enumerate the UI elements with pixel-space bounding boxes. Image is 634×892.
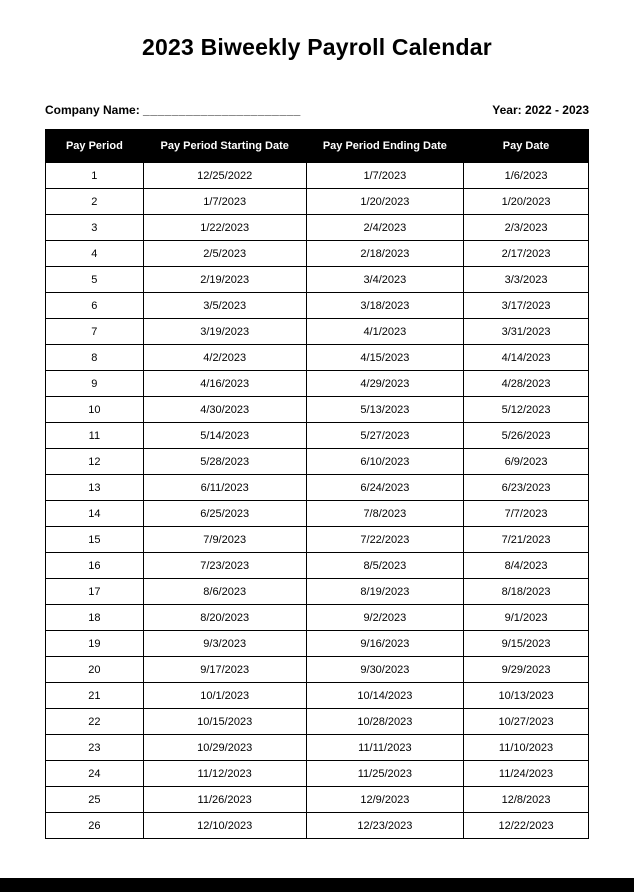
end-date-cell: 8/19/2023	[306, 579, 463, 605]
payroll-table-body	[46, 163, 589, 839]
table-row	[46, 163, 589, 189]
end-date-cell: 1/7/2023	[306, 163, 463, 189]
start-date-cell: 1/22/2023	[143, 215, 306, 241]
end-date-cell: 1/20/2023	[306, 189, 463, 215]
end-date-cell: 3/4/2023	[306, 267, 463, 293]
pay-date-cell: 11/24/2023	[464, 761, 589, 787]
start-date-cell: 8/20/2023	[143, 605, 306, 631]
start-date-cell: 4/16/2023	[143, 371, 306, 397]
pay-date-cell: 6/9/2023	[464, 449, 589, 475]
table-row	[46, 735, 589, 761]
meta-row	[45, 103, 589, 117]
table-row	[46, 293, 589, 319]
start-date-cell: 9/17/2023	[143, 657, 306, 683]
pay-date-cell: 2/17/2023	[464, 241, 589, 267]
header-start-date: Pay Period Starting Date	[143, 130, 306, 163]
pay-date-cell: 3/31/2023	[464, 319, 589, 345]
pay-period-cell: 18	[46, 605, 144, 631]
start-date-cell: 5/14/2023	[143, 423, 306, 449]
start-date-cell: 10/15/2023	[143, 709, 306, 735]
start-date-cell: 3/19/2023	[143, 319, 306, 345]
header-end-date: Pay Period Ending Date	[306, 130, 463, 163]
end-date-cell: 6/24/2023	[306, 475, 463, 501]
pay-period-cell: 2	[46, 189, 144, 215]
end-date-cell: 11/25/2023	[306, 761, 463, 787]
table-row	[46, 215, 589, 241]
end-date-cell: 2/4/2023	[306, 215, 463, 241]
pay-date-cell: 10/27/2023	[464, 709, 589, 735]
pay-date-cell: 7/21/2023	[464, 527, 589, 553]
end-date-cell: 7/22/2023	[306, 527, 463, 553]
company-name-line	[45, 103, 301, 117]
table-row	[46, 449, 589, 475]
table-row	[46, 605, 589, 631]
pay-date-cell: 1/6/2023	[464, 163, 589, 189]
end-date-cell: 10/14/2023	[306, 683, 463, 709]
table-row	[46, 241, 589, 267]
table-row	[46, 579, 589, 605]
table-row	[46, 319, 589, 345]
start-date-cell: 10/29/2023	[143, 735, 306, 761]
pay-date-cell: 9/29/2023	[464, 657, 589, 683]
start-date-cell: 1/7/2023	[143, 189, 306, 215]
start-date-cell: 7/9/2023	[143, 527, 306, 553]
pay-period-cell: 11	[46, 423, 144, 449]
header-pay-date: Pay Date	[464, 130, 589, 163]
pay-period-cell: 9	[46, 371, 144, 397]
pay-period-cell: 6	[46, 293, 144, 319]
pay-period-cell: 24	[46, 761, 144, 787]
pay-period-cell: 23	[46, 735, 144, 761]
year-label: Year: 2022 - 2023	[492, 103, 589, 117]
pay-date-cell: 9/15/2023	[464, 631, 589, 657]
pay-date-cell: 5/26/2023	[464, 423, 589, 449]
pay-date-cell: 8/18/2023	[464, 579, 589, 605]
end-date-cell: 3/18/2023	[306, 293, 463, 319]
company-name-label: Company Name:	[45, 103, 140, 117]
pay-period-cell: 7	[46, 319, 144, 345]
start-date-cell: 11/12/2023	[143, 761, 306, 787]
end-date-cell: 12/9/2023	[306, 787, 463, 813]
pay-period-cell: 19	[46, 631, 144, 657]
table-row	[46, 475, 589, 501]
pay-period-cell: 25	[46, 787, 144, 813]
table-row	[46, 813, 589, 839]
pay-date-cell: 5/12/2023	[464, 397, 589, 423]
pay-date-cell: 11/10/2023	[464, 735, 589, 761]
end-date-cell: 6/10/2023	[306, 449, 463, 475]
table-row	[46, 761, 589, 787]
table-row	[46, 397, 589, 423]
start-date-cell: 7/23/2023	[143, 553, 306, 579]
pay-period-cell: 22	[46, 709, 144, 735]
pay-period-cell: 13	[46, 475, 144, 501]
pay-period-cell: 3	[46, 215, 144, 241]
payroll-table	[45, 129, 589, 839]
start-date-cell: 2/19/2023	[143, 267, 306, 293]
table-row	[46, 709, 589, 735]
pay-period-cell: 14	[46, 501, 144, 527]
pay-period-cell: 16	[46, 553, 144, 579]
pay-date-cell: 4/28/2023	[464, 371, 589, 397]
end-date-cell: 7/8/2023	[306, 501, 463, 527]
table-row	[46, 527, 589, 553]
pay-date-cell: 2/3/2023	[464, 215, 589, 241]
start-date-cell: 12/25/2022	[143, 163, 306, 189]
pay-period-cell: 10	[46, 397, 144, 423]
pay-period-cell: 21	[46, 683, 144, 709]
pay-date-cell: 3/17/2023	[464, 293, 589, 319]
pay-date-cell: 10/13/2023	[464, 683, 589, 709]
end-date-cell: 2/18/2023	[306, 241, 463, 267]
pay-date-cell: 4/14/2023	[464, 345, 589, 371]
table-row	[46, 345, 589, 371]
pay-period-cell: 5	[46, 267, 144, 293]
payroll-table-header	[46, 130, 589, 163]
table-row	[46, 683, 589, 709]
pay-period-cell: 8	[46, 345, 144, 371]
pay-period-cell: 12	[46, 449, 144, 475]
pay-period-cell: 26	[46, 813, 144, 839]
pay-period-cell: 4	[46, 241, 144, 267]
start-date-cell: 10/1/2023	[143, 683, 306, 709]
page-title: 2023 Biweekly Payroll Calendar	[142, 34, 492, 60]
end-date-cell: 8/5/2023	[306, 553, 463, 579]
table-row	[46, 501, 589, 527]
end-date-cell: 5/13/2023	[306, 397, 463, 423]
pay-date-cell: 12/8/2023	[464, 787, 589, 813]
end-date-cell: 9/16/2023	[306, 631, 463, 657]
pay-date-cell: 6/23/2023	[464, 475, 589, 501]
company-name-blank: ______________________	[143, 103, 301, 117]
end-date-cell: 10/28/2023	[306, 709, 463, 735]
start-date-cell: 12/10/2023	[143, 813, 306, 839]
header-pay-period: Pay Period	[46, 130, 144, 163]
table-row	[46, 267, 589, 293]
pay-period-cell: 20	[46, 657, 144, 683]
start-date-cell: 6/11/2023	[143, 475, 306, 501]
end-date-cell: 9/30/2023	[306, 657, 463, 683]
start-date-cell: 4/30/2023	[143, 397, 306, 423]
end-date-cell: 12/23/2023	[306, 813, 463, 839]
start-date-cell: 4/2/2023	[143, 345, 306, 371]
table-row	[46, 371, 589, 397]
pay-date-cell: 8/4/2023	[464, 553, 589, 579]
end-date-cell: 4/29/2023	[306, 371, 463, 397]
table-row	[46, 631, 589, 657]
start-date-cell: 11/26/2023	[143, 787, 306, 813]
table-row	[46, 657, 589, 683]
pay-period-cell: 1	[46, 163, 144, 189]
pay-date-cell: 7/7/2023	[464, 501, 589, 527]
pay-period-cell: 15	[46, 527, 144, 553]
start-date-cell: 6/25/2023	[143, 501, 306, 527]
footer-bar	[0, 878, 634, 892]
table-row	[46, 189, 589, 215]
end-date-cell: 11/11/2023	[306, 735, 463, 761]
start-date-cell: 8/6/2023	[143, 579, 306, 605]
end-date-cell: 4/15/2023	[306, 345, 463, 371]
table-row	[46, 553, 589, 579]
table-row	[46, 787, 589, 813]
pay-date-cell: 12/22/2023	[464, 813, 589, 839]
pay-period-cell: 17	[46, 579, 144, 605]
pay-date-cell: 1/20/2023	[464, 189, 589, 215]
start-date-cell: 3/5/2023	[143, 293, 306, 319]
start-date-cell: 5/28/2023	[143, 449, 306, 475]
pay-date-cell: 3/3/2023	[464, 267, 589, 293]
start-date-cell: 2/5/2023	[143, 241, 306, 267]
end-date-cell: 5/27/2023	[306, 423, 463, 449]
end-date-cell: 9/2/2023	[306, 605, 463, 631]
end-date-cell: 4/1/2023	[306, 319, 463, 345]
pay-date-cell: 9/1/2023	[464, 605, 589, 631]
table-row	[46, 423, 589, 449]
start-date-cell: 9/3/2023	[143, 631, 306, 657]
